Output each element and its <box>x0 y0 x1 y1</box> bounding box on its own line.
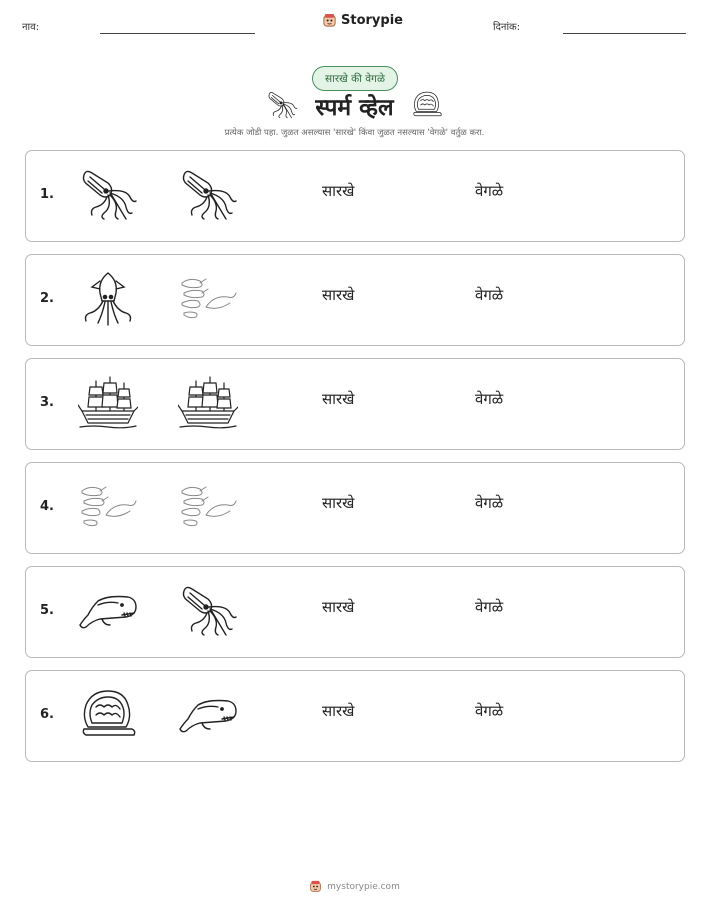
option-same[interactable]: सारखे <box>322 702 355 720</box>
question-card <box>25 150 685 242</box>
question-card <box>25 254 685 346</box>
footer <box>0 880 709 893</box>
option-same[interactable]: सारखे <box>322 390 355 408</box>
name-line[interactable] <box>100 33 255 34</box>
date-line[interactable] <box>563 33 686 34</box>
option-same[interactable]: सारखे <box>322 598 355 616</box>
whale-pod-icon <box>178 271 238 327</box>
option-different[interactable]: वेगळे <box>475 702 504 720</box>
option-different[interactable]: वेगळे <box>475 390 504 408</box>
option-different[interactable]: वेगळे <box>475 182 504 200</box>
category-badge: सारखे की वेगळे <box>312 66 398 91</box>
option-same[interactable]: सारखे <box>322 494 355 512</box>
squid-icon <box>178 583 238 639</box>
question-number: 4. <box>40 499 54 514</box>
brand-logo <box>322 13 403 28</box>
option-different[interactable]: वेगळे <box>475 286 504 304</box>
whale-pod-icon <box>78 479 138 535</box>
whale-brain-icon <box>78 687 138 743</box>
squid-icon <box>178 167 238 223</box>
name-label: नाव: <box>22 22 40 33</box>
question-card <box>25 462 685 554</box>
question-card <box>25 358 685 450</box>
mascot-icon <box>322 13 337 28</box>
option-different[interactable]: वेगळे <box>475 494 504 512</box>
date-label: दिनांक: <box>493 22 521 33</box>
question-number: 3. <box>40 395 54 410</box>
question-number: 5. <box>40 603 54 618</box>
footer-site[interactable]: mystorypie.com <box>327 881 400 892</box>
question-card <box>25 670 685 762</box>
page-title: स्पर्म व्हेल <box>315 95 394 121</box>
option-different[interactable]: वेगळे <box>475 598 504 616</box>
ship-icon <box>78 375 138 431</box>
squid-icon <box>78 271 138 327</box>
question-card <box>25 566 685 658</box>
whale-brain-icon <box>410 90 444 120</box>
sperm-whale-icon <box>78 583 138 639</box>
option-same[interactable]: सारखे <box>322 286 355 304</box>
question-number: 6. <box>40 707 54 722</box>
question-number: 2. <box>40 291 54 306</box>
ship-icon <box>178 375 238 431</box>
squid-icon <box>78 167 138 223</box>
option-same[interactable]: सारखे <box>322 182 355 200</box>
mascot-icon <box>309 880 322 893</box>
instruction-text: प्रत्येक जोडी पहा. जुळत असल्यास 'सारखे' किंवा जुळत नसल्यास 'वेगळे' वर्तुळ करा. <box>224 128 485 138</box>
question-number: 1. <box>40 187 54 202</box>
brand-name: Storypie <box>341 13 403 28</box>
sperm-whale-icon <box>178 687 238 743</box>
whale-pod-icon <box>178 479 238 535</box>
